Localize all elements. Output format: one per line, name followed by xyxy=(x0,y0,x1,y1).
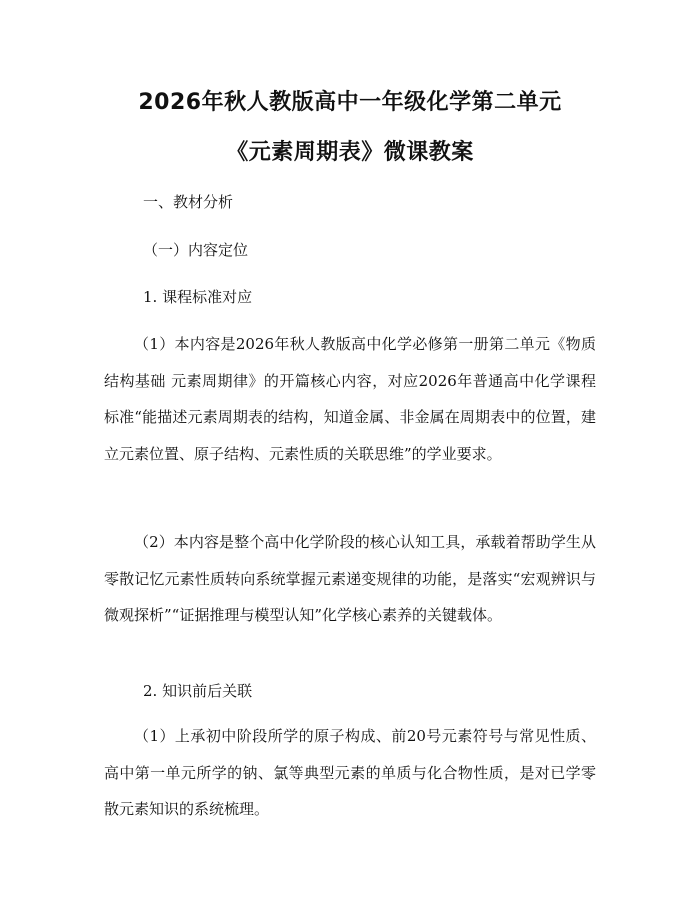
paragraph-curriculum-standard-2: （2）本内容是整个高中化学阶段的核心认知工具，承载着帮助学生从零散记忆元素性质转向系统掌握元素递变规律的功能，是落实“宏观辨识与微观探析”“证据推理与模型认知”化学核心素养的关键载体。 xyxy=(104,533,596,624)
paragraph-curriculum-standard-1: （1）本内容是2026年秋人教版高中化学必修第一册第二单元《物质结构基础 元素周期律》的开篇核心内容，对应2026年普通高中化学课程标准“能描述元素周期表的结构，知道金属、非金属在周期表中的位置，建立元素位置、原子结构、元素性质的关联思维”的学业要求。 xyxy=(104,335,596,463)
item-heading-knowledge-connection: 2. 知识前后关联 xyxy=(143,682,253,700)
section-heading-textbook-analysis: 一、教材分析 xyxy=(143,193,234,211)
subsection-heading-content-positioning: （一）内容定位 xyxy=(143,241,249,259)
document-title-line-1: 2026年秋人教版高中一年级化学第二单元 xyxy=(138,90,562,115)
paragraph-knowledge-connection-1: （1）上承初中阶段所学的原子构成、前20号元素符号与常见性质、高中第一单元所学的钠、氯等典型元素的单质与化合物性质，是对已学零散元素知识的系统梳理。 xyxy=(104,727,596,818)
item-heading-curriculum-standard: 1. 课程标准对应 xyxy=(143,288,253,306)
document-title-line-2: 《元素周期表》微课教案 xyxy=(226,140,474,165)
